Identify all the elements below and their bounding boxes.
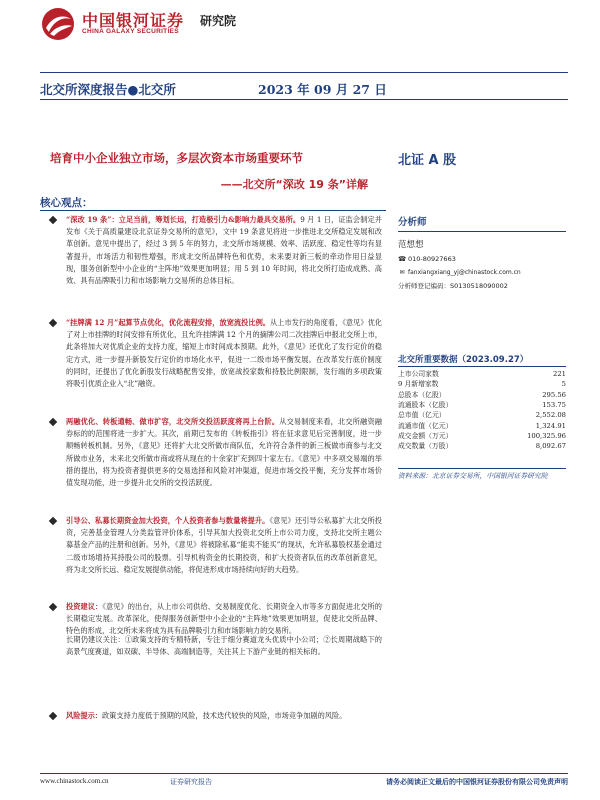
paragraph-body: 长期仍建议关注：①政策支持的专精特新，专注于细分赛道龙头优质中小公司；②长周期战略下的高景气度赛道，如双碳、半导体、高端制造等，关注其上下游产业链的相关标的。 — [66, 635, 382, 657]
report-title: 培育中小企业独立市场，多层次资本市场重要环节 — [50, 151, 303, 165]
brand-name-cn: 中国银河证券 — [82, 11, 185, 30]
data-source-note: 资料来源：北京证券交易所，中国银河证券研究院 — [398, 472, 548, 480]
paragraph-body: 《意见》的出台，从上市公司供给、交易制度优化、长期资金入市等多方面促进北交所的长期稳定发展。改革深化，使得服务创新型中小企业的“主阵地”效果更加明显，促使北交所品牌、特色的形成，北交所未来将成为具有品牌吸引力和市场影响力的交易所。 — [66, 602, 382, 636]
table-cell-value: 221 — [553, 370, 566, 379]
paragraph-body: 政策支持力度低于预期的风险，技术迭代较快的风险，市场竞争加剧的风险。 — [101, 711, 347, 720]
diamond-bullet-icon — [49, 319, 57, 327]
diamond-bullet-icon — [49, 418, 57, 426]
brand-logo — [40, 6, 237, 40]
table-row — [398, 410, 566, 420]
diamond-bullet-icon — [49, 603, 57, 611]
footer-disclaimer: 请务必阅读正文最后的中国银河证券股份有限公司免责声明 — [386, 778, 568, 786]
table-cell-value: 5 — [561, 380, 566, 389]
table-cell-value: 8,092.67 — [535, 442, 566, 451]
analyst-rule — [398, 231, 566, 232]
long-term-focus — [48, 634, 382, 658]
table-cell-label: 上市公司家数 — [398, 370, 439, 379]
market-data-table — [398, 369, 566, 451]
analyst-phone-number: 010-80927663 — [408, 255, 456, 263]
table-cell-label: 9 月新增家数 — [398, 380, 439, 389]
core-views-heading: 核心观点： — [40, 197, 93, 209]
analyst-email-address[interactable]: fanxiangxiang_yj@chinastock.com.cn — [408, 269, 521, 276]
table-row — [398, 369, 566, 379]
paragraph-body: 从交易制度来看，北交所融资融券标的的范围将进一步扩大。其次，前期已发布的《转板指引》将在征求意见后完善制度，进一步顺畅转板机制。另外，《意见》还将扩大北交所做市商队伍，允许符合条件的新三板做市商参与北交所做市业务，未来北交所做市商或将从现在的十余家扩充到四十家左右。《意见》中多项交易端的举措的提出，将为投资者提供更多的交易选择和风险对冲渠道，促进市场交投平衡，充分发挥市场价值发现功能，进一步提升北交所的交投活跃度。 — [66, 417, 382, 488]
market-data-rule — [398, 366, 566, 367]
core-view-paragraph — [48, 317, 382, 390]
report-subtitle: ——北交所“深改 19 条”详解 — [220, 178, 368, 191]
analyst-registration: 分析师登记编码：S0130518090002 — [398, 282, 508, 290]
paragraph-highlight: 风险提示： — [66, 711, 102, 720]
paragraph-body: 9 月 1 日，证监会制定并发布《关于高质量建设北京证券交易所的意见》，文中 19 条意见将进一步推进北交所稳定发展和改革创新。意见中提出了，经过 3 到 5 年的努力，北交所市场规模、效率、活跃度、稳定性等均有显著提升，市场活力和韧性增强，形成北交所品牌特色和优势，未来要对新三板的牵动作用日益显现，服务创新型中小企业的“主阵地”效果更加明显；用 5 到 10 年时间，将北交所打造成成熟、高效、具有品牌吸引力和市场影响力交易所的总体目标。 — [66, 215, 382, 286]
table-row — [398, 379, 566, 389]
analyst-heading: 分析师 — [398, 217, 427, 228]
brand-name-en: CHINA GALAXY SECURITIES — [82, 28, 179, 35]
paragraph-highlight: 引导公、私募长期资金加大投资，个人投资者参与数量将提升。 — [66, 516, 270, 525]
paragraph-highlight: 两融优化、转板通畅、做市扩容，北交所交投活跃度将再上台阶。 — [66, 417, 280, 426]
paragraph-body: 从上市发行的角度看，《意见》优化了对上市挂牌的时间安排有所优化，且允许挂牌满 12 个月的摘牌公司二次挂牌后申报北交所上市，此条将加大对优质企业的支持力度，缩短上市时间成本预期。此外，《意见》还优化了发行定价的稳定方式，进一步提升新股发行定价的市场化水平，促进一二级市场平衡发展。在改革发行底价制度的同时，还提出了优化新股发行战略配售安排，放宽战投家数和持股比例限制，发行端的多项政策将吸引优质企业入“北”融资。 — [66, 318, 383, 389]
table-cell-label: 成交数量（万股） — [398, 442, 453, 451]
table-cell-value: 1,324.91 — [535, 421, 566, 430]
table-row — [398, 441, 566, 451]
diamond-bullet-icon — [49, 517, 57, 525]
galaxy-logo-icon — [40, 6, 76, 42]
market-data-heading: 北交所重要数据（2023.09.27） — [398, 355, 529, 365]
report-type: 北交所深度报告●北交所 — [40, 82, 176, 97]
footer-website-link[interactable]: www.chinastock.com.cn — [40, 777, 109, 785]
core-view-paragraph — [48, 416, 382, 489]
risk-warning — [48, 710, 346, 722]
header-top-rule — [40, 72, 568, 73]
analyst-email[interactable] — [398, 269, 521, 276]
footer-doc-type: 证券研究报告 — [170, 778, 212, 786]
investment-advice — [48, 601, 382, 638]
paragraph-highlight: “挂牌满 12 月”起算节点优化，优化流程安排，放宽流投比例。 — [66, 318, 271, 327]
footer-rule — [40, 773, 568, 774]
table-cell-value: 2,552.08 — [535, 411, 566, 420]
table-row — [398, 400, 566, 410]
diamond-bullet-icon — [49, 216, 57, 224]
report-date: 2023 年 09 月 27 日 — [258, 82, 387, 97]
market-tag: 北证 A 股 — [398, 153, 457, 168]
table-cell-label: 总股本（亿股） — [398, 390, 446, 399]
mail-icon: ✉ — [399, 269, 405, 276]
core-view-paragraph — [48, 214, 382, 287]
diamond-bullet-icon — [49, 712, 57, 720]
analyst-phone — [398, 255, 456, 263]
table-row — [398, 431, 566, 441]
table-cell-label: 流通股本（亿股） — [398, 401, 453, 410]
table-cell-label: 总市值（亿元） — [398, 411, 446, 420]
table-cell-value: 295.56 — [542, 390, 566, 399]
phone-icon: ☎ — [398, 255, 407, 263]
table-cell-label: 成交金额（万元） — [398, 431, 453, 440]
market-data-bottom-rule — [398, 468, 566, 469]
table-cell-value: 100,325.96 — [527, 431, 566, 440]
table-row — [398, 390, 566, 400]
header-bottom-rule — [40, 99, 568, 100]
paragraph-highlight: “深改 19 条”：立足当前，筹划长远，打造极引力&影响力最具交易所。 — [66, 215, 301, 224]
table-cell-value: 153.75 — [542, 401, 566, 410]
research-institute-label: 研究院 — [200, 14, 237, 28]
core-views-rule — [40, 210, 386, 211]
core-view-paragraph — [48, 515, 382, 576]
analyst-name: 范想想 — [398, 240, 424, 250]
table-cell-label: 流通市值（亿元） — [398, 421, 453, 430]
paragraph-highlight: 投资建议： — [66, 602, 103, 611]
table-row — [398, 420, 566, 430]
paragraph-body: 《意见》还引导公私募扩大北交所投资，完善基金管理人分类监管评价体系，引导其加大投资北交所上市公司力度，支持北交所主题公募基金产品的注册和创新。另外，《意见》将被除私募“能卖不能买”的现状，允许私募股权基金通过二级市场增持其持股公司的股票。引导机构资金的长期投资，和扩大投资者队伍的改革创新意见，将为北交所长远、稳定发展提供动能，将促进形成市场持续向好的大趋势。 — [66, 516, 382, 574]
